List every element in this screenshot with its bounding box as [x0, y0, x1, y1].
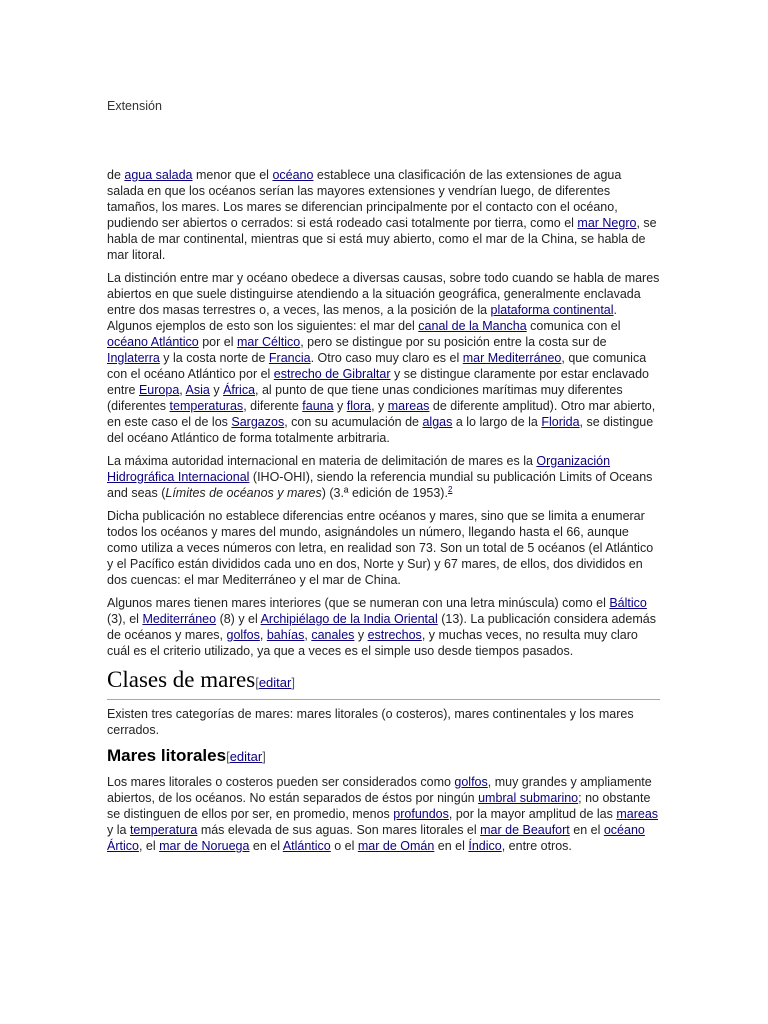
section-title: Clases de mares	[107, 667, 256, 692]
text-run: , muy grandes y ampliamente abiertos, de los océanos. No están separados de éstos por ningún	[107, 775, 652, 805]
text-run: y	[333, 399, 347, 413]
edit-link[interactable]: editar	[229, 749, 263, 764]
article-link[interactable]: golfos	[454, 775, 488, 789]
article-link[interactable]: Mediterráneo	[142, 612, 217, 626]
article-link[interactable]: profundos	[393, 807, 449, 821]
article-link[interactable]: Asia	[185, 383, 210, 397]
article-link[interactable]: Francia	[268, 351, 311, 365]
text-run: . Algunos ejemplos de esto son los siguientes: el mar del	[107, 303, 618, 333]
text-run: Los mares litorales o costeros pueden ser considerados como	[107, 775, 455, 789]
text-run: , y muchas veces, no resulta muy claro cuál es el criterio utilizado, ya que a veces es el simple uso desde tiempos pasados.	[107, 628, 638, 658]
text-run: y	[209, 383, 224, 397]
text-run: . Otro caso muy claro es el	[310, 351, 463, 365]
edit-section-wrapper	[226, 749, 266, 764]
text-run: La máxima autoridad internacional en materia de delimitación de mares es la	[107, 454, 537, 468]
text-run: de	[107, 168, 125, 182]
subsection-title: Mares litorales	[107, 746, 227, 765]
article-link[interactable]: mar de Beaufort	[480, 823, 570, 837]
reference-link[interactable]: 2	[447, 484, 453, 494]
text-run: y	[354, 628, 368, 642]
text-run: , y	[371, 399, 388, 413]
article-link[interactable]: fauna	[302, 399, 334, 413]
text-run: , se distingue del océano Atlántico de forma totalmente arbitraria.	[107, 415, 654, 445]
article-link[interactable]: estrecho de Gibraltar	[273, 367, 391, 381]
article-link[interactable]: Índico	[468, 839, 502, 853]
text-run: Algunos mares tienen mares interiores (que se numeran con una letra minúscula) como el	[107, 596, 610, 610]
paragraph	[107, 508, 660, 588]
text-run: (IHO-OHI), siendo la referencia mundial su publicación Limits of Oceans and seas (	[107, 470, 653, 500]
article-link[interactable]: agua salada	[124, 168, 193, 182]
article-link[interactable]: mar Céltico	[236, 335, 301, 349]
article-link[interactable]: mareas	[616, 807, 659, 821]
extension-label: Extensión	[107, 99, 162, 113]
text-run: en el	[249, 839, 283, 853]
text-run: , con su acumulación de	[284, 415, 423, 429]
text-run: en el	[569, 823, 604, 837]
article-link[interactable]: África	[223, 383, 256, 397]
text-run: , entre otros.	[501, 839, 572, 853]
text-run: ; no obstante se distinguen de ellos por ser, en promedio, menos	[107, 791, 651, 821]
article-link[interactable]: flora	[346, 399, 372, 413]
text-run: más elevada de sus aguas. Son mares litorales el	[197, 823, 481, 837]
text-run: , diferente	[243, 399, 303, 413]
paragraph	[107, 453, 660, 501]
article-link[interactable]: Sargazos	[231, 415, 285, 429]
article-link[interactable]: Florida	[541, 415, 580, 429]
section-heading-clases-de-mares	[107, 666, 660, 700]
article-link[interactable]: bahías	[266, 628, 305, 642]
text-run: , que comunica con el océano Atlántico por el	[107, 351, 647, 381]
article-link[interactable]: Organización Hidrográfica Internacional	[107, 454, 611, 484]
paragraph	[107, 706, 660, 738]
article-link[interactable]: plataforma continental	[490, 303, 614, 317]
edit-link[interactable]: editar	[258, 675, 292, 690]
article-link[interactable]: mar Negro	[577, 216, 637, 230]
paragraph	[107, 774, 660, 854]
text-run: ,	[179, 383, 186, 397]
bracket-close: ]	[291, 675, 295, 690]
article-link[interactable]: mar Mediterráneo	[462, 351, 562, 365]
article-link[interactable]: canales	[311, 628, 355, 642]
text-run: , por la mayor amplitud de las	[448, 807, 617, 821]
subsection-heading-mares-litorales	[107, 745, 660, 768]
text-run: Dicha publicación no establece diferencias entre océanos y mares, sino que se limita a enumerar todos los océanos y mares del mundo, asignándoles un número, llegando hasta el 66, aunque como utiliza a veces números con letra, en realidad son 73. Son un total de 5 océanos (el Atlántico y el Pacífico están divididos cada uno en dos, Norte y Sur) y 67 mares, de ellos, dos divididos en dos cuencas: el mar Mediterráneo y el mar de China.	[107, 509, 654, 587]
text-run: , pero se distingue por su posición entre la costa sur de	[300, 335, 607, 349]
italic-text: Límites de océanos y mares	[165, 486, 322, 500]
text-run: , al punto de que tiene unas condiciones marítimas muy diferentes (diferentes	[107, 383, 623, 413]
bracket-open: [	[226, 749, 230, 764]
article-link[interactable]: algas	[422, 415, 453, 429]
text-run: establece una clasificación de las extensiones de agua salada en que los océanos serían las mayores extensiones y vendrían luego, de diferentes tamaños, los mares. Los mares se diferencian principalmente por el contacto con el océano, pudiendo ser abiertos o cerrados: si está rodeado casi totalmente por tierra, como el	[107, 168, 622, 230]
article-link[interactable]: Europa	[138, 383, 180, 397]
article-link[interactable]: océano Ártico	[107, 823, 645, 853]
article-link[interactable]: mar de Noruega	[159, 839, 250, 853]
text-run: y la	[107, 823, 130, 837]
article-link[interactable]: Archipiélago de la India Oriental	[260, 612, 438, 626]
article-link[interactable]: océano Atlántico	[107, 335, 199, 349]
article-link[interactable]: temperaturas	[169, 399, 244, 413]
text-run: o el	[330, 839, 358, 853]
text-run: en el	[434, 839, 469, 853]
article-link[interactable]: estrechos	[367, 628, 422, 642]
text-run: menor que el	[192, 168, 273, 182]
edit-section-wrapper	[255, 675, 295, 690]
article-link[interactable]: Inglaterra	[107, 351, 160, 365]
text-run: ,	[259, 628, 267, 642]
text-run: , se habla de mar continental, mientras que si está muy abierto, como el mar de la China, se habla de mar litoral.	[107, 216, 657, 262]
text-run: ) (3.ª edición de 1953).	[321, 486, 448, 500]
text-run: por el	[198, 335, 237, 349]
text-run: y la costa norte de	[159, 351, 269, 365]
article-link[interactable]: canal de la Mancha	[418, 319, 527, 333]
text-run: (13). La publicación considera además de océanos y mares,	[107, 612, 656, 642]
article-link[interactable]: Báltico	[609, 596, 647, 610]
paragraph	[107, 595, 660, 659]
article-link[interactable]: golfos	[226, 628, 260, 642]
text-run: (8) y el	[216, 612, 261, 626]
article-link[interactable]: Atlántico	[282, 839, 331, 853]
text-run: ,	[304, 628, 312, 642]
text-run: y se distingue claramente por estar enclavado entre	[107, 367, 649, 397]
text-run: (3), el	[107, 612, 143, 626]
article-link[interactable]: mar de Omán	[357, 839, 435, 853]
bracket-close: ]	[262, 749, 266, 764]
text-run: , el	[138, 839, 160, 853]
article-link[interactable]: temperatura	[129, 823, 198, 837]
text-run: comunica con el	[526, 319, 621, 333]
text-run: Existen tres categorías de mares: mares litorales (o costeros), mares continentales y los mares cerrados.	[107, 707, 634, 737]
reference-superscript	[448, 485, 452, 494]
text-run: La distinción entre mar y océano obedece a diversas causas, sobre todo cuando se habla de mares abiertos en que suele distinguirse atendiendo a la situación geográfica, generalmente enclavada entre dos masas terrestres o, a veces, las menos, a la posición de la	[107, 271, 660, 317]
article-link[interactable]: mareas	[387, 399, 430, 413]
text-run: a lo largo de la	[452, 415, 542, 429]
paragraph	[107, 270, 660, 446]
article-link[interactable]: océano	[272, 168, 314, 182]
text-run: de diferente amplitud). Otro mar abierto, en este caso el de los	[107, 399, 656, 429]
paragraph	[107, 167, 660, 263]
bracket-open: [	[255, 675, 259, 690]
article-link[interactable]: umbral submarino	[478, 791, 579, 805]
article-body	[107, 167, 660, 861]
